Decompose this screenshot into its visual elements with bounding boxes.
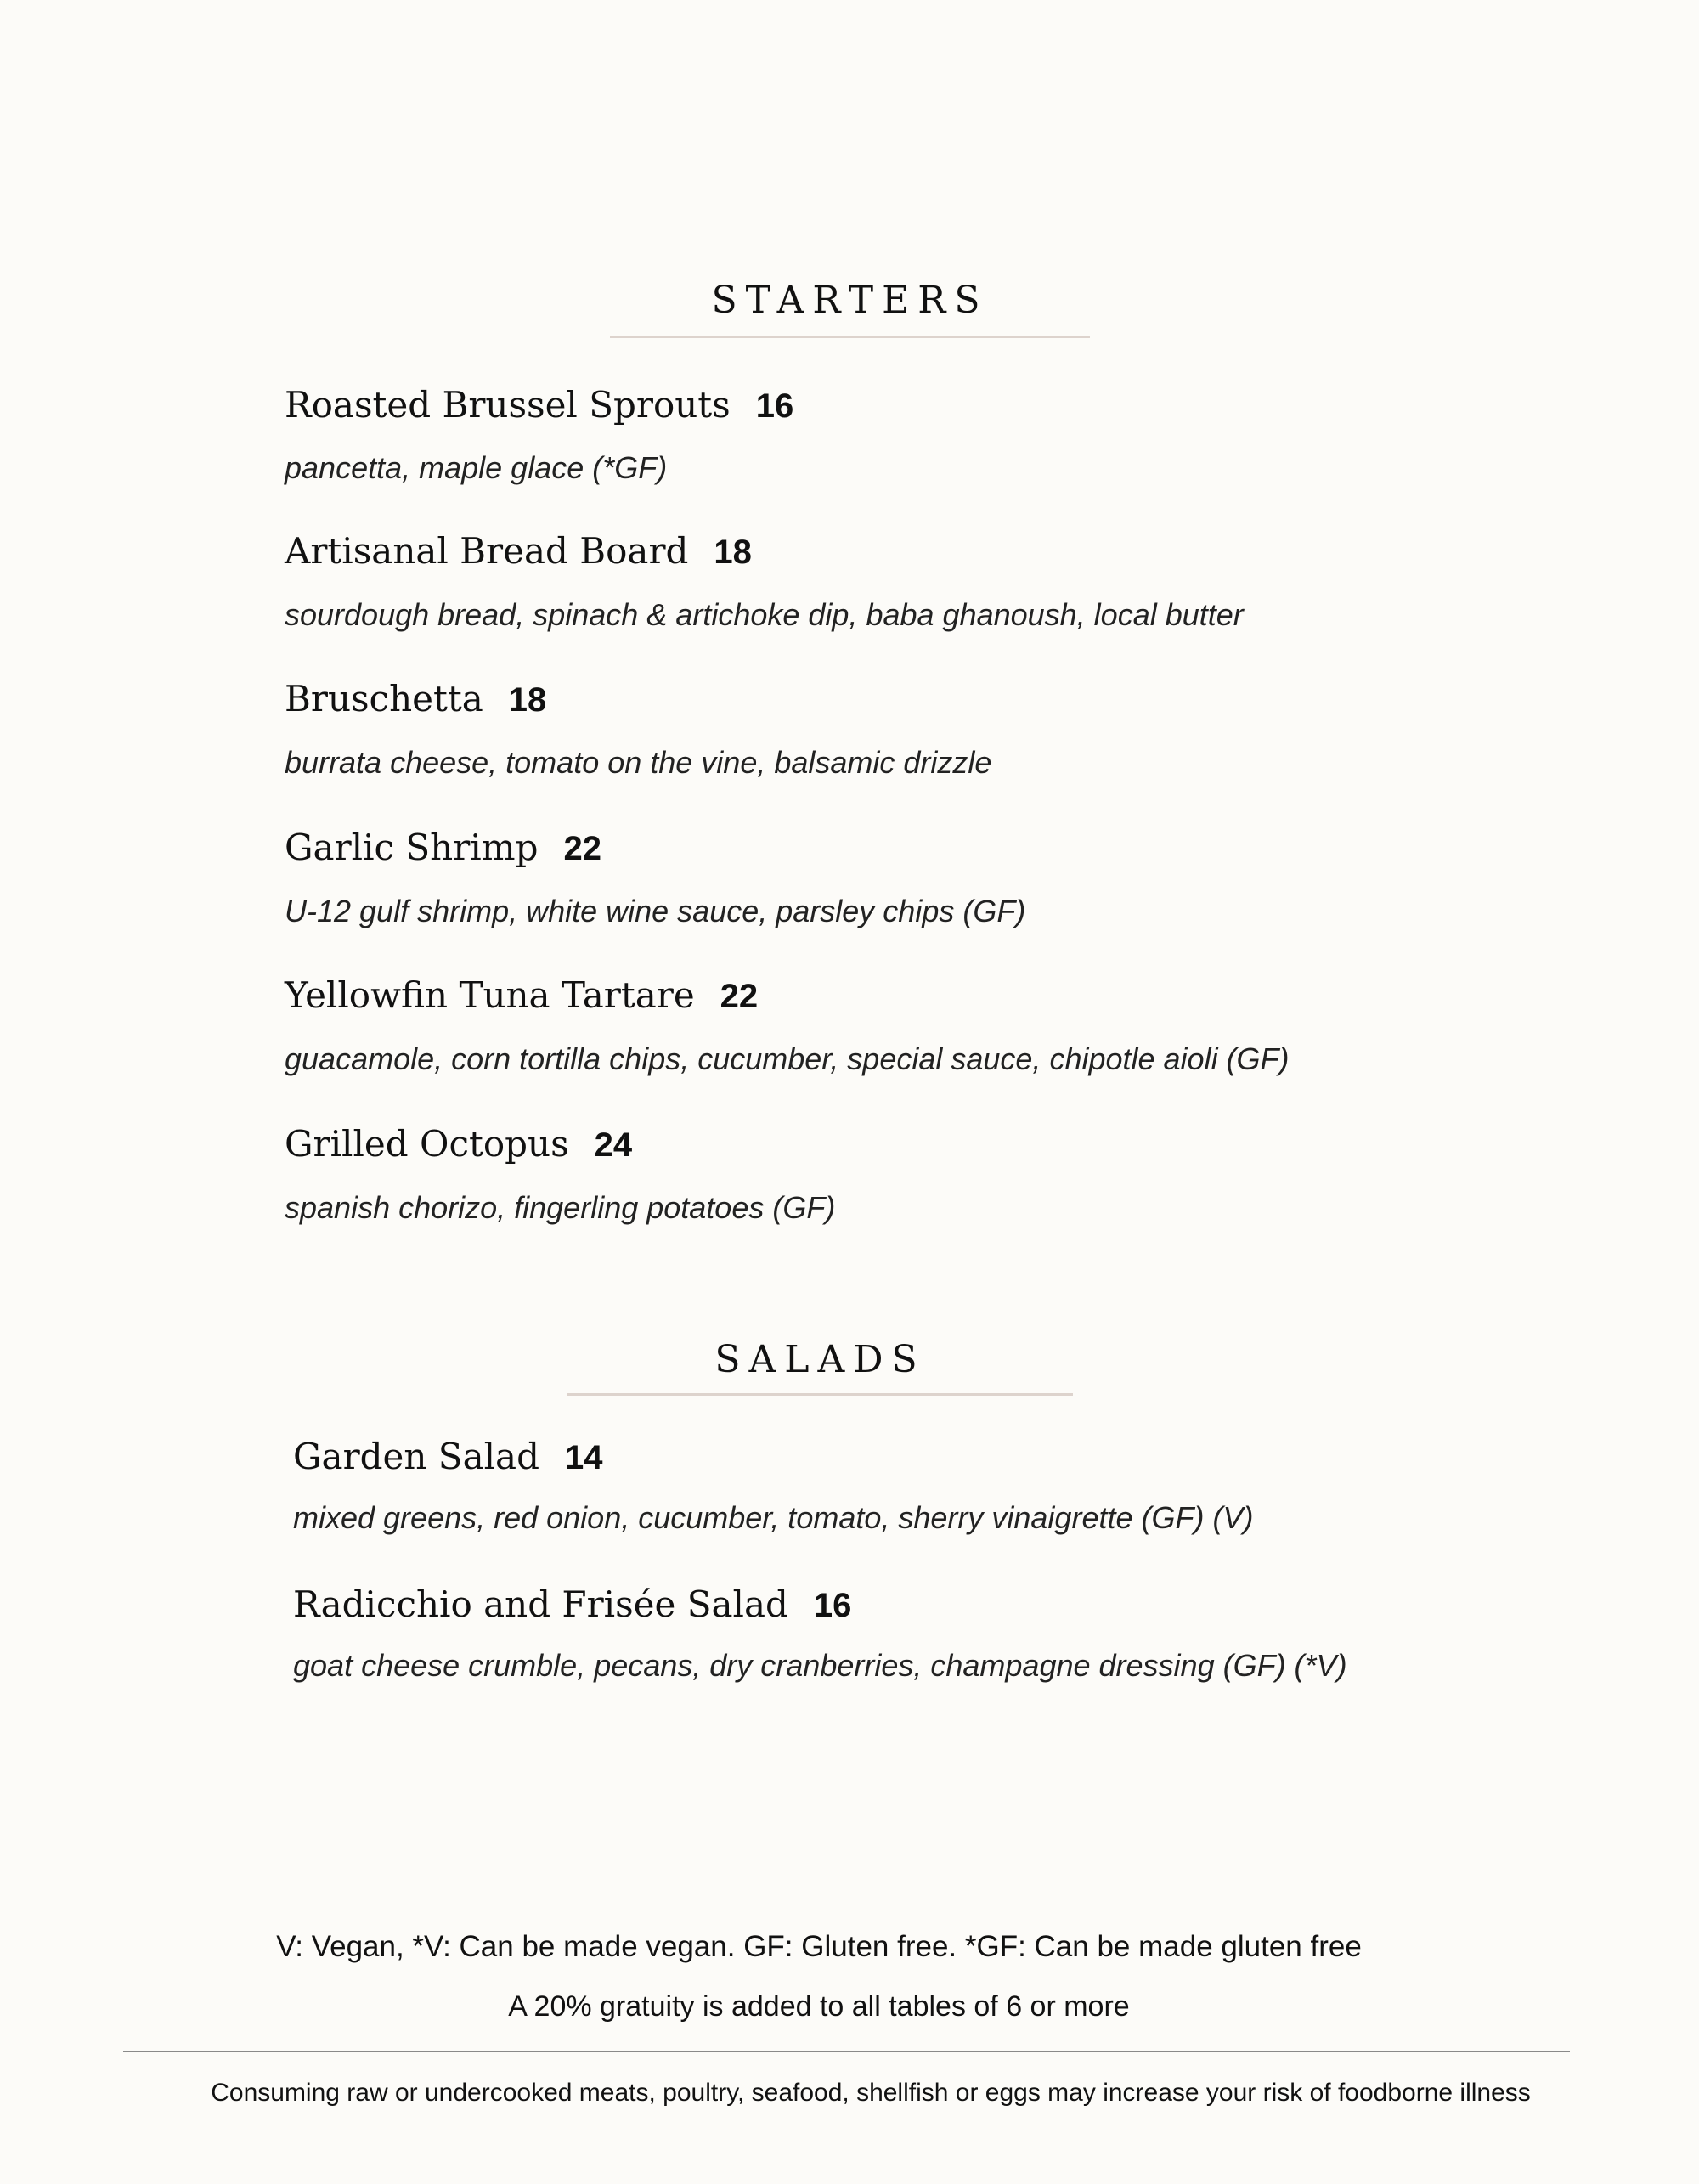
- item-price: 18: [714, 533, 752, 571]
- item-description: mixed greens, red onion, cucumber, tomato, sherry vinaigrette (GF) (V): [293, 1500, 1254, 1535]
- item-price: 18: [508, 681, 547, 719]
- item-name: Radicchio and Frisée Salad: [293, 1583, 788, 1625]
- footer-divider: [123, 2051, 1570, 2052]
- item-price: 16: [755, 387, 794, 425]
- gratuity-note: A 20% gratuity is added to all tables of 6 or more: [508, 1990, 1130, 2023]
- item-description: sourdough bread, spinach & artichoke dip, baba ghanoush, local butter: [285, 597, 1244, 632]
- item-price: 22: [563, 830, 601, 867]
- item-name: Grilled Octopus: [285, 1123, 569, 1165]
- item-description: guacamole, corn tortilla chips, cucumber, special sauce, chipotle aioli (GF): [285, 1041, 1290, 1076]
- item-name: Bruschetta: [285, 678, 483, 720]
- item-price: 16: [813, 1587, 852, 1624]
- salads-heading: SALADS: [714, 1338, 926, 1381]
- item-price: 14: [564, 1439, 603, 1476]
- item-name: Artisanal Bread Board: [285, 530, 689, 572]
- item-name: Roasted Brussel Sprouts: [285, 384, 731, 426]
- foodborne-warning: Consuming raw or undercooked meats, poultry, seafood, shellfish or eggs may increase your risk of foodborne illness: [211, 2079, 1531, 2107]
- menu-item-garlic-shrimp: [285, 827, 601, 868]
- item-description: U-12 gulf shrimp, white wine sauce, parsley chips (GF): [285, 894, 1026, 928]
- item-name: Garlic Shrimp: [285, 827, 539, 868]
- item-name: Yellowfin Tuna Tartare: [285, 974, 695, 1016]
- menu-item-garden-salad: [293, 1436, 602, 1477]
- item-description: burrata cheese, tomato on the vine, balsamic drizzle: [285, 745, 992, 780]
- starters-divider: [610, 336, 1090, 338]
- menu-item-bruschetta: [285, 678, 546, 720]
- item-name: Garden Salad: [293, 1436, 539, 1477]
- menu-item-yellowfin-tuna-tartare: [285, 974, 758, 1016]
- menu-item-grilled-octopus: [285, 1123, 632, 1165]
- item-description: spanish chorizo, fingerling potatoes (GF): [285, 1190, 836, 1225]
- starters-heading: STARTERS: [711, 279, 989, 322]
- item-description: goat cheese crumble, pecans, dry cranberries, champagne dressing (GF) (*V): [293, 1648, 1347, 1683]
- item-price: 24: [594, 1126, 633, 1164]
- item-description: pancetta, maple glace (*GF): [285, 450, 668, 485]
- menu-item-artisanal-bread-board: [285, 530, 752, 572]
- salads-divider: [567, 1393, 1073, 1396]
- menu-item-roasted-brussel-sprouts: [285, 384, 793, 426]
- dietary-legend: V: Vegan, *V: Can be made vegan. GF: Gluten free. *GF: Can be made gluten free: [276, 1930, 1362, 1963]
- item-price: 22: [720, 978, 759, 1015]
- menu-item-radicchio-frisee-salad: [293, 1583, 851, 1625]
